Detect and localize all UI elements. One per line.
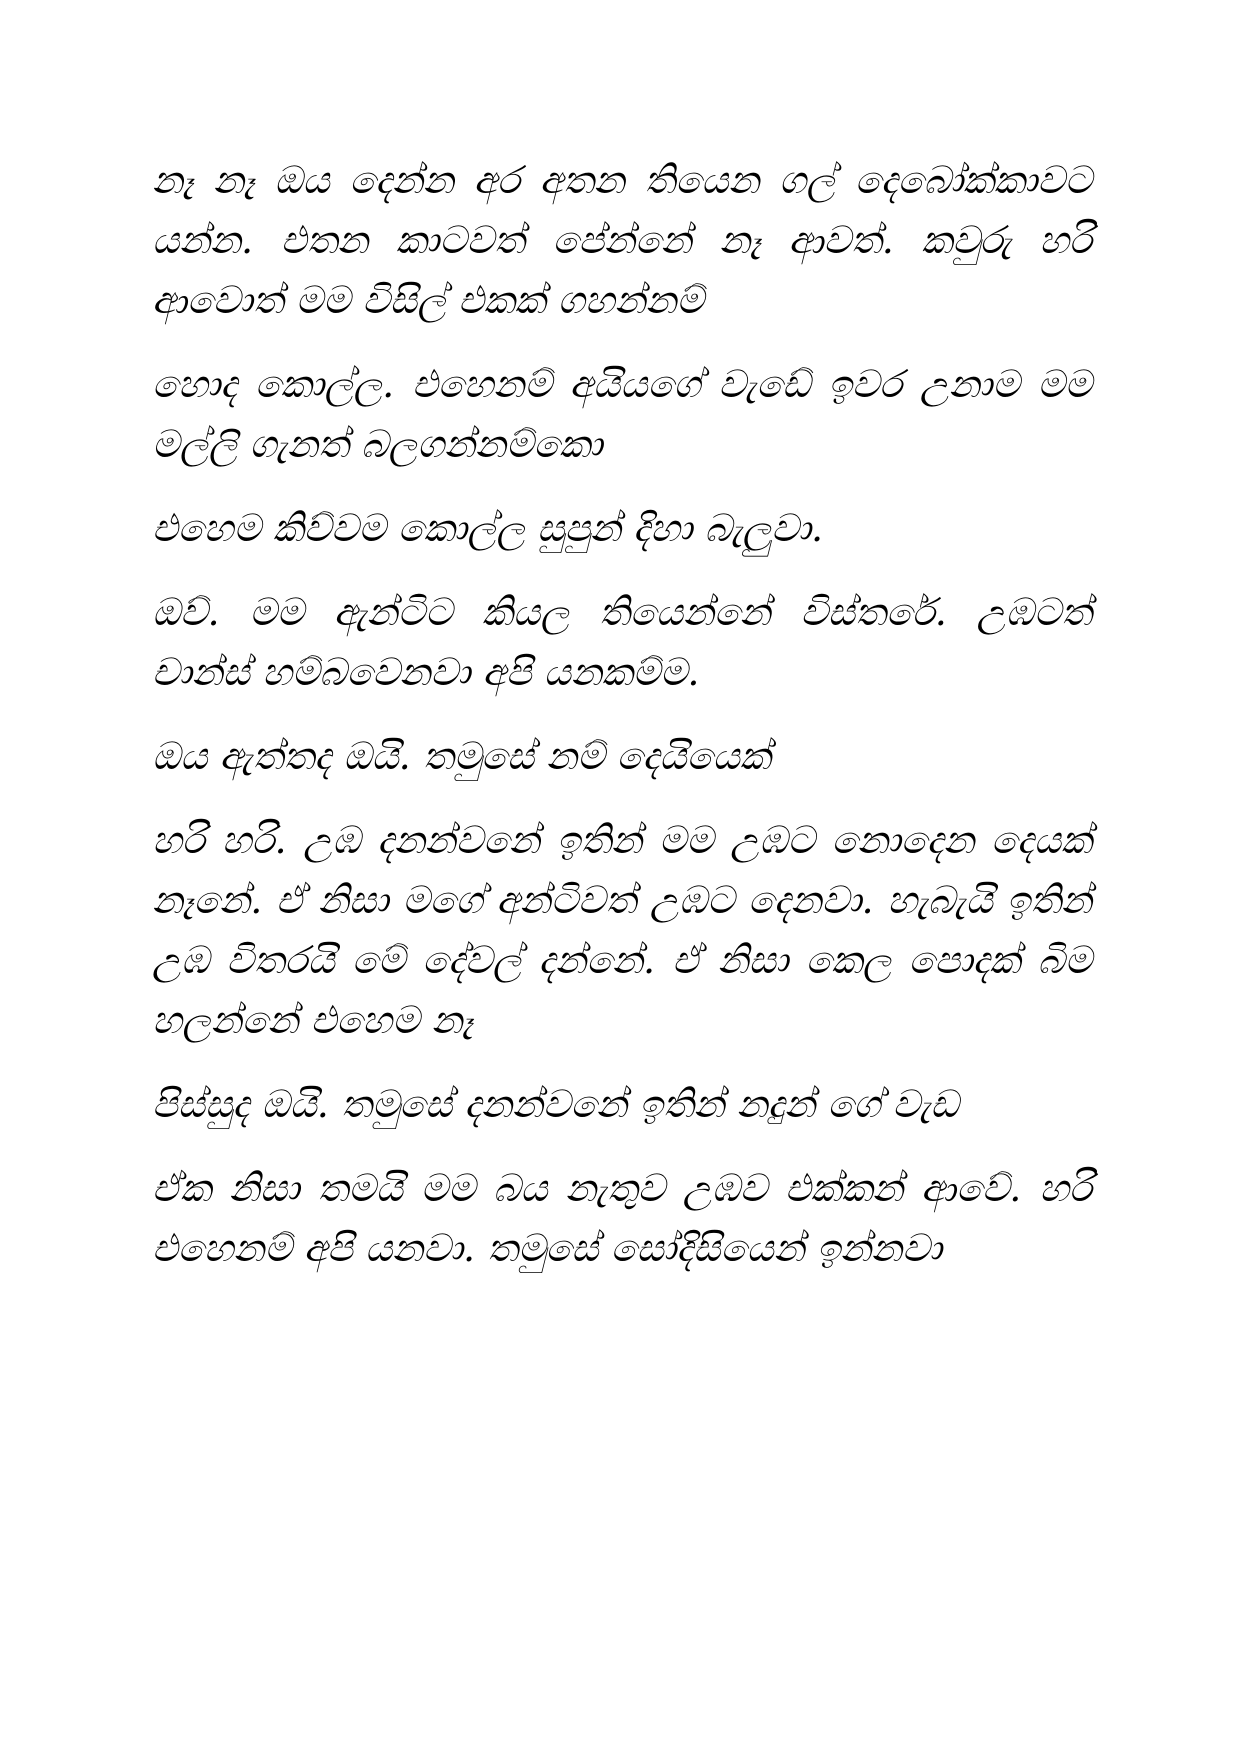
paragraph-1: නෑ නෑ ඔය දෙන්න අර අතන තියෙන ගල් දෙබෝක්කාවට යන්න. එතන කාටවත් පේන්නේ නෑ ආවත්. කවුරු හරි ආවොත් මම විසිල් එකක් ගහන්නම් (152, 158, 1092, 322)
paragraph-2: හොද කොල්ල. එහෙනම් අයියගේ වැඩේ ඉවර උනාම මම මල්ලි ගැනත් බලගන්නම්කො (152, 362, 1092, 466)
paragraph-6: හරි හරි. උඹ දනන්වනේ ඉතින් මම උඹට නොදෙන දෙයක් නෑනේ. ඒ නිසා මගේ අන්ටිවත් උඹට දෙනවා. හැබැයි ඉතින් උඹ විතරයි මේ දේවල් දන්නේ. ඒ නිසා කෙල පොදක් බිම හලන්නේ එහෙම නෑ (152, 818, 1092, 1042)
paragraph-8: ඒක නිසා තමයි මම බය නැතුව උඹව එක්කන් ආවේ. හරි එහෙනම් අපි යනවා. තමුසේ සෝදිසියෙන් ඉන්නවා (152, 1166, 1092, 1270)
paragraph-3: එහෙම කිව්වම කොල්ල සුපුන් දිහා බැලුවා. (152, 506, 824, 550)
paragraph-7: පිස්සුද ඔයි. තමුසේ දනන්වනේ ඉතින් නදුන් ගේ වැඩ (152, 1082, 959, 1126)
story-text (152, 150, 1092, 1302)
paragraph-4: ඔව්. මම ඇන්ටිට කියල තියෙන්නේ විස්තරේ. උඹටත් චාන්ස් හම්බවෙනවා අපි යනකම්ම. (152, 590, 1092, 694)
paragraph-5: ඔය ඇත්තද ඔයි. තමුසේ නම් දෙයියෙක් (152, 734, 771, 778)
